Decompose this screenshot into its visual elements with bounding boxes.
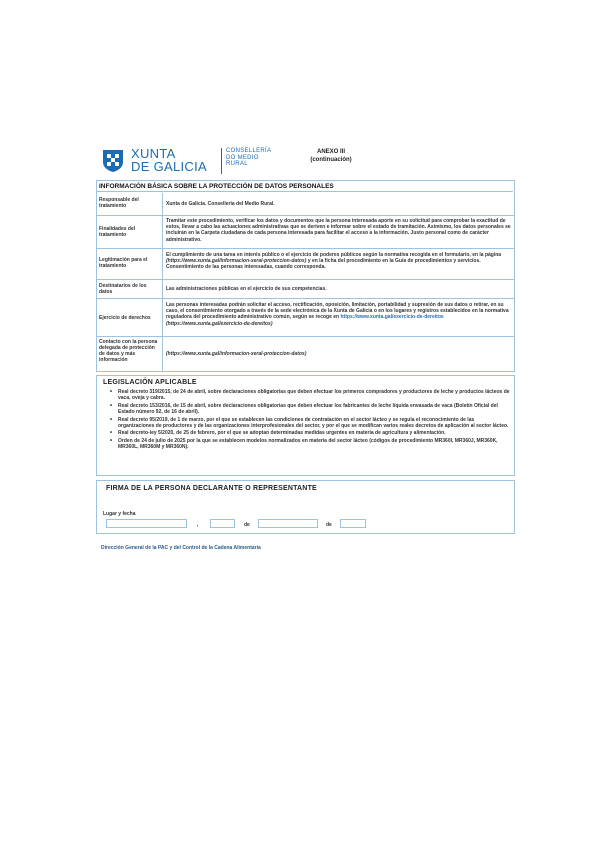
xunta-logo: [100, 146, 272, 177]
legitimacion-text: El cumplimiento de una tarea en interés público o el ejercicio de poderes públicos según la normativa recogida en el formulario, en la página: [166, 252, 502, 258]
logo-department: [226, 148, 271, 168]
row-value-destinatarios: Las administraciones públicas en el ejercicio de sus competencias.: [166, 286, 327, 292]
logo-brand: [131, 147, 207, 173]
annex-heading: [296, 149, 366, 164]
row-value-derechos: [166, 302, 511, 327]
row-label-responsable: Responsable del tratamiento: [99, 197, 139, 209]
row-label-derechos: Ejercicio de derechos: [99, 315, 151, 321]
table-row-divider: [96, 298, 515, 299]
logo-brand-line-2: DE GALICIA: [131, 159, 207, 174]
legislation-item: • Real decreto 153/2016, de 15 de abril, sobre declaraciones obligatorias que deben efectuar los fabricantes de leche líquida envasada de vaca (Boletín Oficial del Estado número 92, de 16 de abril).: [110, 403, 510, 415]
legislation-item: • Real decreto-ley 5/2020, de 25 de febrero, por el que se adoptan determinadas medidas urgentes en materia de agricultura y alimentación.: [110, 430, 510, 436]
table-row-divider: [96, 215, 515, 216]
legislation-item: • Real decreto 319/2015, de 24 de abril, sobre declaraciones obligatorias que deben efectuar los primeros compradores y productores de leche y productos lácteos de vaca, oveja y cabra.: [110, 389, 510, 401]
legitimacion-link[interactable]: (https://www.xunta.gal/informacion-xeral-proteccion-datos): [166, 258, 307, 265]
logo-divider: [221, 148, 222, 174]
derechos-text: Las personas interesadas podrán solicitar el acceso, rectificación, oposición, limitación, portabilidad y supresión de sus datos o retirar, en su caso, el consentimiento otorgado a través de la sede electrónica de la Xunta de Galicia o en los lugares y registros establecidos en la normativa reguladora del procedimiento administrativo común, según se recoge en: [166, 302, 509, 321]
table-row-divider: [96, 248, 515, 249]
row-value-contacto[interactable]: (https://www.xunta.gal/informacion-xeral-proteccion-datos): [166, 351, 307, 357]
legislation-title: LEGISLACIÓN APLICABLE: [103, 379, 197, 386]
derechos-link[interactable]: https://www.xunta.gal/exercicio-de-dereitos: [340, 314, 444, 321]
row-label-legitimacion: Legitimación para el tratamiento: [99, 257, 148, 269]
de-separator-2: de: [326, 522, 332, 528]
signature-title: FIRMA DE LA PERSONA DECLARANTE O REPRESENTANTE: [106, 485, 317, 492]
row-label-finalidades: Finalidades del tratamiento: [99, 226, 136, 238]
row-value-legitimacion: [166, 252, 511, 271]
logo-dept-line: RURAL: [226, 161, 248, 168]
row-value-finalidades: Tramitar este procedimiento, verificar los datos y documentos que la persona interesada aporte en su solicitud para comprobar la exactitud de estos, llevar a cabo las actuaciones administrativas que se deriven e informar sobre el estado de tramitación. Asimismo, los datos personales se incluirán en la Carpeta ciudadana de cada persona interesada para facilitar el acceso a la información. Justo personal como de carácter administrativo.: [166, 218, 511, 243]
table-row-divider: [96, 336, 515, 337]
month-input[interactable]: [258, 519, 318, 528]
logo-dept-line: CONSELLERÍA: [226, 148, 272, 154]
year-input[interactable]: [340, 519, 366, 528]
row-label-destinatarios: Destinatarios de los datos: [99, 283, 147, 295]
data-protection-title: INFORMACIÓN BÁSICA SOBRE LA PROTECCIÓN DE DATOS PERSONALES: [96, 181, 513, 192]
row-label-contacto: Contacto con la persona delegada de protección de datos y más información: [99, 339, 158, 363]
legislation-list: [110, 389, 510, 452]
annex-title: ANEXO III: [316, 149, 345, 155]
de-separator-1: de: [244, 522, 250, 528]
place-date-label: Lugar y fecha: [103, 511, 136, 517]
comma-separator: ,: [197, 522, 199, 528]
row-value-responsable: Xunta de Galicia. Consellería del Medio Rural.: [166, 201, 275, 207]
day-input[interactable]: [210, 519, 235, 528]
footer-department: Dirección General de la PAC y del Control de la Cadena Alimentaria: [101, 545, 261, 551]
annex-subtitle: (continuación): [310, 156, 352, 163]
xunta-emblem-icon: [100, 147, 126, 173]
derechos-link-2[interactable]: (https://www.xunta.gal/exercicio-de-dereitos): [166, 320, 273, 327]
table-column-divider: [162, 193, 163, 371]
legitimacion-text-end: y en la ficha del procedimiento en la Guía de procedimientos y servicios. Consentimiento de las personas interesadas, cuando corresponda.: [166, 258, 481, 271]
legislation-item: • Orden de 24 de julio de 2025 por la que se establecen modelos normalizados en materia del sector lácteo (códigos de procedimiento MR360I, MR360J, MR360K, MR360L, MR360M y MR360N).: [110, 438, 510, 450]
logo-brand-line-1: XUNTA: [131, 146, 176, 161]
logo-dept-line: DO MEDIO: [226, 154, 259, 161]
table-row-divider: [96, 279, 515, 280]
place-input[interactable]: [106, 519, 187, 528]
legislation-item: • Real decreto 95/2019, de 1 de marzo, por el que se establecen las condiciones de contratación en el sector lácteo y se regula el reconocimiento de las organizaciones de productores y de las organizaciones interprofesionales del sector, y por el que se modifican varios reales decretos de aplicación al sector lácteo.: [110, 417, 510, 429]
